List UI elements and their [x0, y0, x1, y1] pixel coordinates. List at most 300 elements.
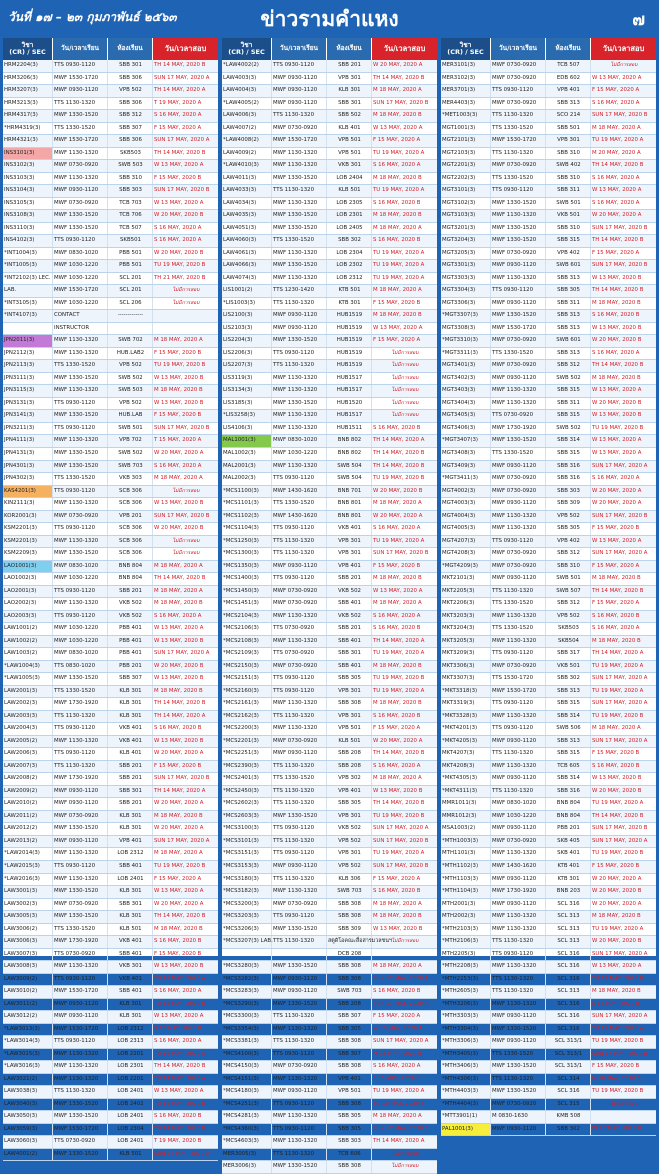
exam-date: S 16 MAY, 2020 A [592, 199, 640, 206]
room: SCL 316 [546, 949, 591, 961]
table-row [441, 210, 656, 223]
table-row [441, 85, 656, 98]
room: SBB 301 [108, 786, 153, 798]
exam-date: TU 19 MAY, 2020 B [373, 475, 425, 482]
course-code: LAW1002(2) [3, 636, 53, 648]
header-exam: วัน/เวลาสอบ [153, 38, 218, 60]
class-time: M 0830-1630 [491, 1111, 546, 1123]
course-code: *MCS1450(3) [222, 586, 272, 598]
exam-date: W 13 MAY, 2020 B [154, 963, 204, 970]
course-code: *MCS4180(3) [222, 1086, 272, 1098]
exam-date: W 13 MAY, 2020 A [373, 587, 423, 594]
table-row [222, 173, 437, 186]
table-row [222, 911, 437, 924]
table-row [3, 648, 218, 661]
table-row [222, 811, 437, 824]
class-time: MWF 0930-1120 [272, 98, 327, 110]
newspaper-title: ข่าวรามคำแหง [260, 7, 399, 31]
table-row [3, 1011, 218, 1024]
table-row [441, 473, 656, 486]
table-row [3, 310, 218, 323]
exam-date: M 18 MAY, 2020 B [592, 637, 641, 644]
exam-date: TU 19 MAY, 2020 A [373, 187, 425, 194]
course-code: *MCS3381(3) [222, 1036, 272, 1048]
class-time: MWF 0830-1020 [53, 648, 108, 660]
table-row [222, 360, 437, 373]
course-code: INS3110(3) [3, 223, 53, 235]
room: PBB 401 [108, 623, 153, 635]
exam-date: W 13 MAY, 2020 A [592, 449, 642, 456]
header-time: วัน/เวลาเรียน [53, 38, 108, 60]
course-code: *MCS2161(3) [222, 698, 272, 710]
exam-date: S 16 MAY, 2020 B [373, 199, 421, 206]
room: KLB 301 [108, 999, 153, 1011]
course-code: HRM3213(3) [3, 98, 53, 110]
exam-date: W 20 MAY, 2020 A [154, 449, 204, 456]
exam-date: TH 14 MAY, 2020 A [373, 437, 425, 444]
class-time: INSTRUCTOR [53, 323, 108, 335]
course-code: LAO1002(3) [3, 573, 53, 585]
class-time: MWF 1130-1320 [53, 736, 108, 748]
table-row [441, 398, 656, 411]
exam-date: M 18 MAY, 2020 B [373, 174, 422, 181]
room: SBB 303 [108, 185, 153, 197]
exam-date: TH 14 MAY, 2020 B [592, 287, 644, 294]
course-code: MGT4207(3) [441, 536, 491, 548]
class-time: MWF 1130-1320 [53, 1049, 108, 1061]
room: VPB 402 [546, 536, 591, 548]
exam-date: S 16 MAY, 2020 B [154, 938, 202, 945]
class-time: MWF 0830-1020 [272, 435, 327, 447]
course-code: *MTH2103(3) [441, 924, 491, 936]
class-time: TTS 1330-1520 [491, 348, 546, 360]
class-time: TTS 0930-1120 [272, 673, 327, 685]
course-code: *MCS4151(3) [222, 1074, 272, 1086]
exam-date: ไม่มีการสอบ [391, 399, 419, 406]
course-code: LAW2008(2) [3, 773, 53, 785]
room: SBB 310 [546, 148, 591, 160]
course-code: *MTH3303(3) [441, 1011, 491, 1023]
exam-date: TU 19 MAY, 2020 B [592, 1088, 644, 1095]
class-time: MWF 1530-1720 [491, 323, 546, 335]
room: SBB 316 [546, 461, 591, 473]
exam-date: TU 19 MAY, 2020 B [592, 712, 644, 719]
class-time: MWF 0930-1120 [272, 310, 327, 322]
room: SBB 301 [327, 648, 372, 660]
table-row [3, 536, 218, 549]
table-row [3, 248, 218, 261]
table-row [222, 273, 437, 286]
table-row [441, 548, 656, 561]
exam-date: S 16 MAY, 2020 B [373, 424, 421, 431]
room: KLB 501 [327, 736, 372, 748]
room: VKB 301 [108, 961, 153, 973]
class-time: TTS 1130-1320 [491, 986, 546, 998]
exam-date: W 20 MAY, 2020 A [373, 62, 423, 68]
table-row [222, 98, 437, 111]
course-code: *LAW4005(2) [222, 98, 272, 110]
exam-date: W 13 MAY, 2020 A [154, 162, 204, 169]
course-code: *MCS1451(3) [222, 598, 272, 610]
class-time: MWF 1030-1220 [53, 260, 108, 272]
exam-date: TU 19 MAY, 2020 B [592, 1038, 644, 1045]
class-time: MWF 1330-1520 [272, 999, 327, 1011]
course-code: LAW2001(3) [3, 686, 53, 698]
course-code: LAW2010(2) [3, 798, 53, 810]
table-row [441, 1061, 656, 1074]
table-row [441, 323, 656, 336]
course-code: MKT3204(3) [441, 623, 491, 635]
table-row [3, 148, 218, 161]
course-code: JPN2112(3) [3, 348, 53, 360]
exam-date: S 16 MAY, 2020 A [154, 462, 202, 469]
table-row [3, 173, 218, 186]
course-code: *MCS3180(3) [222, 874, 272, 886]
exam-date: M 18 MAY, 2020 A [154, 587, 203, 594]
room: VPB 302 [327, 773, 372, 785]
course-code: *MCS3206(3) [222, 924, 272, 936]
course-code: *MTH3405(3) [441, 1049, 491, 1061]
exam-date: TH 14 MAY, 2020 B [373, 800, 425, 807]
room: HUB1519 [327, 335, 372, 347]
table-row [441, 385, 656, 398]
class-time: TTS 0730-0920 [53, 949, 108, 961]
room: SBB 313 [546, 273, 591, 285]
table-row [222, 461, 437, 474]
table-row [222, 823, 437, 836]
room: LOB 2201 [108, 1074, 153, 1086]
exam-date: S 16 MAY, 2020 A [373, 612, 421, 619]
class-time: TTS 0930-1120 [53, 974, 108, 986]
class-time: TTS 1230-1420 [272, 285, 327, 297]
exam-date: TH 14 MAY, 2020 B [154, 1125, 206, 1132]
course-code: *MCS3290(3) [222, 999, 272, 1011]
course-code: MER3701(3) [441, 85, 491, 97]
room: SBB 302 [546, 1124, 591, 1136]
room: TCB 703 [108, 198, 153, 210]
table-row [3, 123, 218, 136]
exam-date: W 13 MAY, 2020 A [592, 74, 642, 81]
table-header [441, 38, 656, 60]
room: VPB 401 [546, 85, 591, 97]
class-time: TTS 1130-1320 [272, 536, 327, 548]
table-row [3, 611, 218, 624]
exam-date: W 20 MAY, 2020 B [592, 888, 642, 895]
class-time: MWF 1130-1320 [491, 999, 546, 1011]
exam-date: W 13 MAY, 2020 B [154, 399, 204, 406]
class-time: MWF 1330-1520 [491, 310, 546, 322]
room: SBB 201 [108, 761, 153, 773]
room: VKB 502 [108, 611, 153, 623]
course-code: KSM2209(3) [3, 548, 53, 560]
room: SBB 313 [546, 310, 591, 322]
class-time: TTS 1330-1520 [491, 173, 546, 185]
course-code: KOR2001(3) [3, 511, 53, 523]
course-code: LAW3059(3) [3, 1124, 53, 1136]
room: VKB 502 [327, 611, 372, 623]
class-time: MWF 1030-1220 [491, 811, 546, 823]
room: LOB 2404 [327, 173, 372, 185]
class-time: MWF 0930-1120 [272, 561, 327, 573]
room: VPB 502 [327, 836, 372, 848]
room: SBB 316 [546, 473, 591, 485]
table-row [441, 310, 656, 323]
room: LOB 2402 [108, 1099, 153, 1111]
exam-date: W 13 MAY, 2020 A [592, 387, 642, 394]
course-code: *MCS2603(3) [222, 811, 272, 823]
exam-date: W 13 MAY, 2020 B [373, 925, 423, 932]
course-code: MKT3209(3) [441, 648, 491, 660]
room: SWB 601 [546, 335, 591, 347]
exam-date: M 18 MAY, 2020 B [154, 925, 203, 932]
room: HUB1519 [327, 348, 372, 360]
class-time: MWF 1130-1320 [53, 348, 108, 360]
room: KMB 508 [546, 1111, 591, 1123]
table-row [222, 936, 437, 949]
exam-date: S 16 MAY, 2020 A [592, 174, 640, 181]
class-time: MWF 0930-1120 [491, 298, 546, 310]
class-time: MWF 1030-1220 [53, 273, 108, 285]
course-code: *LAW1005(3) [3, 673, 53, 685]
room: SWB 703 [327, 986, 372, 998]
course-code: MGT4002(3) [441, 486, 491, 498]
course-code: LAW4006(3) [222, 110, 272, 122]
room: SBB 313 [546, 98, 591, 110]
room: SBB 315 [546, 410, 591, 422]
class-time: MWF 1130-1320 [272, 886, 327, 898]
class-time: MWF 0830-1020 [53, 561, 108, 573]
table-row [441, 260, 656, 273]
exam-date: ไม่มีการสอบ [172, 487, 200, 494]
room: LOB 2304 [327, 248, 372, 260]
class-time: MWF 1330-1520 [53, 1099, 108, 1111]
room: SBB 307 [108, 673, 153, 685]
course-code: *MCS3300(3) [222, 1011, 272, 1023]
exam-date: F 15 MAY, 2020 A [373, 137, 421, 144]
table-row [3, 861, 218, 874]
room: SWB 502 [108, 448, 153, 460]
class-time: TTS 0930-1120 [53, 60, 108, 72]
class-time: MWF 1130-1320 [272, 698, 327, 710]
class-time: TTS 0730-0920 [491, 410, 546, 422]
class-time: TTS 0930-1120 [491, 185, 546, 197]
exam-date: M 18 MAY, 2020 A [154, 562, 203, 569]
class-time: MWF 0930-1120 [491, 1124, 546, 1136]
exam-date: TH 14 MAY, 2020 A [373, 1138, 425, 1145]
class-time: TTS 1330-1520 [491, 598, 546, 610]
course-code: *MKT4205(3) [441, 736, 491, 748]
course-code: MGT3205(3) [441, 248, 491, 260]
table-row [3, 210, 218, 223]
table-row [441, 486, 656, 499]
room: SBB 301 [108, 60, 153, 72]
room: SCL 313/1 [546, 1036, 591, 1048]
class-time: MWF 1530-1720 [53, 986, 108, 998]
room: SBB 401 [327, 661, 372, 673]
table-row [3, 986, 218, 999]
exam-date: ไม่มีการสอบ [391, 1163, 419, 1170]
room: สตูดิโอคณะสื่อสารมวลชนฯ [327, 936, 372, 948]
course-code: *MKT3318(3) [441, 686, 491, 698]
schedule-column [222, 38, 437, 1170]
room: SBB 311 [546, 298, 591, 310]
exam-date: TH 14 MAY, 2020 B [154, 62, 206, 68]
schedule-column [441, 38, 656, 1132]
exam-date: M 18 MAY, 2020 A [154, 337, 203, 344]
exam-date: SUN 17 MAY, 2020 B [154, 512, 210, 519]
course-code: LAO2001(3) [3, 586, 53, 598]
exam-date: F 15 MAY, 2020 A [373, 725, 421, 732]
room: KLB 301 [108, 811, 153, 823]
class-time: MWF 0730-0920 [272, 1061, 327, 1073]
course-code: MTH2002(3) [441, 911, 491, 923]
room: KLB 401 [327, 123, 372, 135]
class-time: MWF 0730-0920 [491, 248, 546, 260]
course-code: LAW3002(3) [3, 899, 53, 911]
exam-date: S 16 MAY, 2020 B [373, 625, 421, 632]
table-row [222, 861, 437, 874]
table-row [441, 986, 656, 999]
exam-date: F 15 MAY, 2020 B [373, 299, 421, 306]
course-code: LAW3001(3) [3, 886, 53, 898]
course-code: *MCS2602(3) [222, 798, 272, 810]
exam-date: S 16 MAY, 2020 B [373, 888, 421, 895]
exam-date: TH 14 MAY, 2020 A [154, 787, 206, 794]
exam-date: W 13 MAY, 2020 A [373, 1025, 423, 1032]
exam-date: W 20 MAY, 2020 B [592, 399, 642, 406]
table-row [441, 798, 656, 811]
exam-date: M 18 MAY, 2020 A [373, 287, 422, 294]
table-row [3, 636, 218, 649]
exam-date: SUN 17 MAY, 2020 A [154, 74, 210, 81]
room: SBB 312 [546, 548, 591, 560]
exam-date: S 16 MAY, 2020 B [592, 1000, 640, 1007]
room: VPB 201 [108, 511, 153, 523]
class-time: TTS 0930-1120 [491, 648, 546, 660]
course-code: MKT4208(3) [441, 761, 491, 773]
class-time: MWF 1130-1320 [272, 410, 327, 422]
table-row [441, 198, 656, 211]
course-code: INS4102(3) [3, 235, 53, 247]
class-time: MWF 0930-1120 [53, 836, 108, 848]
exam-date: W 20 MAY, 2020 A [373, 737, 423, 744]
room: SBB 305 [327, 1111, 372, 1123]
table-row [222, 248, 437, 261]
exam-date: W 13 MAY, 2020 B [154, 500, 204, 507]
room: SBB 306 [108, 73, 153, 85]
table-row [3, 473, 218, 486]
room: LOB 2304 [108, 1124, 153, 1136]
exam-date: TU 19 MAY, 2020 A [592, 800, 644, 807]
class-time: MWF 1130-1320 [272, 273, 327, 285]
course-code: MTH2205(3) [441, 949, 491, 961]
class-time: MWF 0930-1120 [491, 260, 546, 272]
table-row [3, 511, 218, 524]
room: SBB 201 [327, 573, 372, 585]
course-code: MGT2101(3) [441, 135, 491, 147]
table-row [222, 323, 437, 336]
course-code: LAW3009(2) [3, 974, 53, 986]
table-row [441, 298, 656, 311]
class-time: TTS 1330-1520 [53, 473, 108, 485]
exam-date: W 20 MAY, 2020 B [592, 938, 642, 945]
room: TCB 606 [327, 1149, 372, 1161]
table-row [3, 298, 218, 311]
exam-date: ไม่มีการสอบ [172, 550, 200, 557]
table-row [222, 1061, 437, 1074]
room: SBB 308 [327, 899, 372, 911]
room: EDB 602 [546, 73, 591, 85]
room: SBB 313 [546, 686, 591, 698]
class-time: TTS 1130-1320 [491, 748, 546, 760]
table-row [3, 160, 218, 173]
table-row [441, 924, 656, 937]
exam-date: W 13 MAY, 2020 B [154, 637, 204, 644]
room: SBB 311 [546, 398, 591, 410]
class-time: MWF 0930-1120 [491, 373, 546, 385]
course-code: MGT4005(3) [441, 523, 491, 535]
room: SBB 315 [546, 235, 591, 247]
exam-date: TH 14 MAY, 2020 B [592, 362, 644, 369]
course-code: *MCS2150(3) [222, 661, 272, 673]
table-row [441, 936, 656, 949]
course-code: JPN4131(3) [3, 448, 53, 460]
class-time: MWF 1330-1520 [272, 1161, 327, 1173]
table-row [3, 423, 218, 436]
course-code: *LAW2016(3) [3, 874, 53, 886]
course-code: INS3101(3) [3, 148, 53, 160]
class-time: MWF 0930-1120 [272, 974, 327, 986]
course-code: LAW2009(2) [3, 786, 53, 798]
exam-date: M 18 MAY, 2020 A [373, 224, 422, 231]
table-row [441, 611, 656, 624]
table-row [222, 511, 437, 524]
table-row [222, 548, 437, 561]
class-time: MWF 1330-1520 [53, 548, 108, 560]
table-row [441, 435, 656, 448]
course-code: LAW4060(3) [222, 235, 272, 247]
course-code: *MCS2160(3) [222, 686, 272, 698]
exam-date: M 18 MAY, 2020 A [373, 87, 422, 94]
table-row [441, 736, 656, 749]
exam-date: S 16 MAY, 2020 A [592, 475, 640, 482]
table-row [222, 924, 437, 937]
table-row [441, 148, 656, 161]
table-row [222, 185, 437, 198]
room: KLB 501 [108, 1149, 153, 1161]
room: VPB 502 [546, 611, 591, 623]
course-code: KSM2201(3) [3, 536, 53, 548]
course-code: INS3102(3) [3, 160, 53, 172]
exam-date: S 16 MAY, 2020 A [592, 349, 640, 356]
course-code: *MCS4251(3) [222, 1099, 272, 1111]
table-row [3, 711, 218, 724]
exam-date: SUN 17 MAY, 2020 B [592, 512, 648, 519]
exam-date: SUN 17 MAY, 2020 A [373, 975, 429, 982]
room: SCL 313/1 [546, 1061, 591, 1073]
header-course: วิชา (CR) / SEC [222, 38, 272, 60]
exam-date: F 15 MAY, 2020 B [154, 950, 202, 957]
course-code: LAO2002(3) [3, 598, 53, 610]
class-time: MWF 1130-1320 [491, 511, 546, 523]
class-time: TTS 0930-1120 [53, 611, 108, 623]
exam-date: SUN 17 MAY, 2020 B [154, 775, 210, 782]
course-code: LAW3021(2) [3, 1074, 53, 1086]
class-time: MWF 1330-1520 [272, 173, 327, 185]
exam-date: W 20 MAY, 2020 A [592, 900, 642, 907]
course-code: MAL2001(3) [222, 461, 272, 473]
class-time: MWF 1030-1220 [272, 448, 327, 460]
